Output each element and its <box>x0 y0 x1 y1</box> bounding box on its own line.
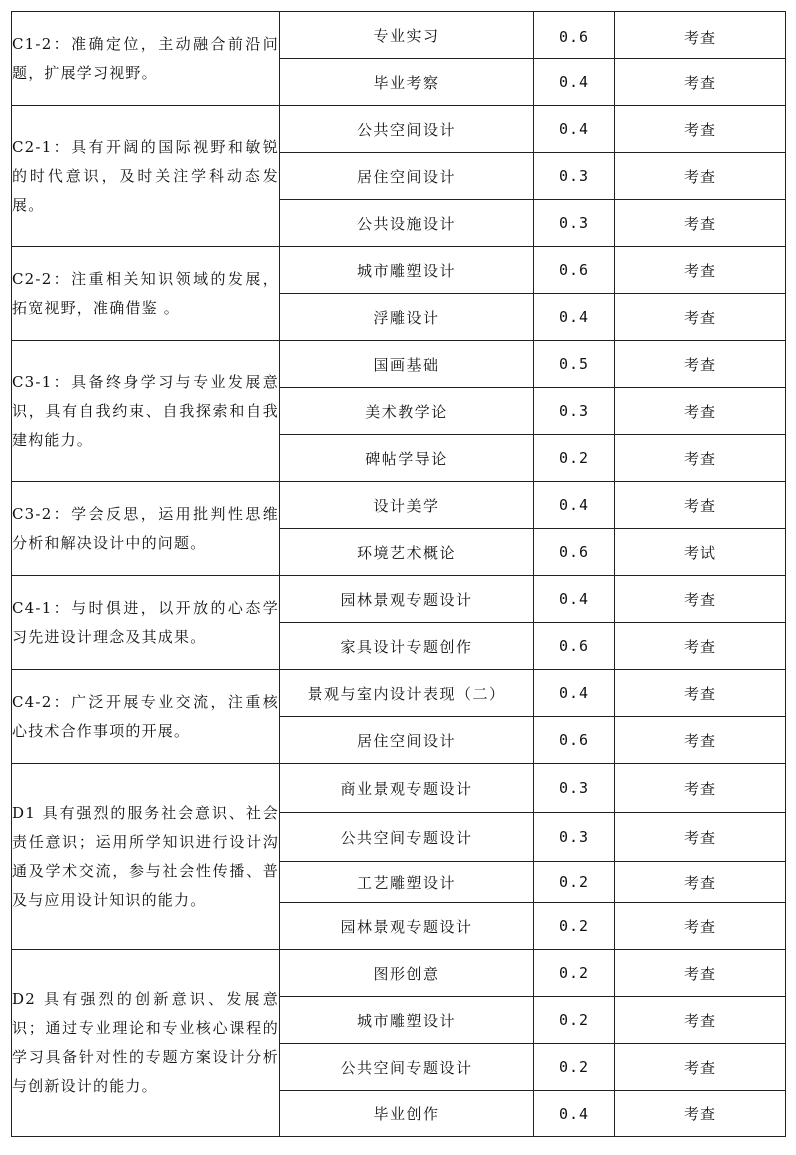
table-row <box>12 247 786 294</box>
weight-cell: 0.3 <box>534 200 615 247</box>
method-cell: 考查 <box>615 903 786 950</box>
weight-cell: 0.4 <box>534 1091 615 1137</box>
course-cell: 城市雕塑设计 <box>280 247 534 294</box>
method-cell: 考查 <box>615 1091 786 1137</box>
course-cell: 园林景观专题设计 <box>280 576 534 623</box>
method-cell: 考查 <box>615 106 786 153</box>
method-cell: 考查 <box>615 200 786 247</box>
weight-cell: 0.4 <box>534 59 615 106</box>
course-cell: 居住空间设计 <box>280 717 534 764</box>
weight-cell: 0.2 <box>534 903 615 950</box>
weight-cell: 0.3 <box>534 153 615 200</box>
weight-cell: 0.6 <box>534 717 615 764</box>
weight-value: 0.6 <box>558 28 590 46</box>
table-row <box>12 764 786 813</box>
goal-cell: D2 具有强烈的创新意识、发展意识；通过专业理论和专业核心课程的学习具备针对性的专题方案设计分析与创新设计的能力。 <box>12 950 280 1137</box>
table-row <box>12 576 786 623</box>
course-cell: 园林景观专题设计 <box>280 903 534 950</box>
method-cell: 考查 <box>615 388 786 435</box>
method-cell: 考查 <box>615 435 786 482</box>
weight-cell: 0.2 <box>534 997 615 1044</box>
course-cell: 图形创意 <box>280 950 534 997</box>
course-cell: 公共空间专题设计 <box>280 813 534 862</box>
weight-cell: 0.6 <box>534 529 615 576</box>
course-cell: 碑帖学导论 <box>280 435 534 482</box>
course-cell: 商业景观专题设计 <box>280 764 534 813</box>
goal-cell: C3-2：学会反思，运用批判性思维分析和解决设计中的问题。 <box>12 482 280 576</box>
weight-cell <box>534 12 615 59</box>
goal-cell: C3-1：具备终身学习与专业发展意识，具有自我约束、自我探索和自我建构能力。 <box>12 341 280 482</box>
course-cell: 公共设施设计 <box>280 200 534 247</box>
course-cell: 景观与室内设计表现（二） <box>280 670 534 717</box>
goal-cell: C4-2：广泛开展专业交流，注重核心技术合作事项的开展。 <box>12 670 280 764</box>
weight-cell: 0.3 <box>534 388 615 435</box>
method-value: 考查 <box>683 28 716 47</box>
weight-cell: 0.3 <box>534 813 615 862</box>
table-row <box>12 106 786 153</box>
course-cell: 环境艺术概论 <box>280 529 534 576</box>
weight-cell: 0.4 <box>534 670 615 717</box>
course-cell: 浮雕设计 <box>280 294 534 341</box>
method-cell: 考查 <box>615 764 786 813</box>
weight-cell: 0.2 <box>534 435 615 482</box>
course-cell: 毕业创作 <box>280 1091 534 1137</box>
method-cell: 考查 <box>615 294 786 341</box>
weight-cell: 0.2 <box>534 950 615 997</box>
table-row <box>12 341 786 388</box>
course-cell: 美术教学论 <box>280 388 534 435</box>
method-cell: 考查 <box>615 717 786 764</box>
weight-cell: 0.4 <box>534 294 615 341</box>
weight-cell: 0.3 <box>534 764 615 813</box>
goal-cell: C4-1：与时俱进，以开放的心态学习先进设计理念及其成果。 <box>12 576 280 670</box>
method-cell: 考查 <box>615 482 786 529</box>
table-row <box>12 12 786 59</box>
course-support-table <box>11 11 786 1137</box>
course-cell: 公共空间专题设计 <box>280 1044 534 1091</box>
weight-cell: 0.6 <box>534 247 615 294</box>
goal-cell: C2-2：注重相关知识领域的发展，拓宽视野，准确借鉴 。 <box>12 247 280 341</box>
weight-cell: 0.4 <box>534 106 615 153</box>
method-cell: 考查 <box>615 862 786 903</box>
method-cell: 考查 <box>615 813 786 862</box>
goal-cell: D1 具有强烈的服务社会意识、社会 责任意识；运用所学知识进行设计沟通及学术交流，参与社会性传播、普及与应用设计知识的能力。 <box>12 764 280 950</box>
table-row <box>12 670 786 717</box>
weight-cell: 0.6 <box>534 623 615 670</box>
weight-cell: 0.4 <box>534 576 615 623</box>
table-row <box>12 950 786 997</box>
goal-cell: C2-1：具有开阔的国际视野和敏锐的时代意识，及时关注学科动态发展。 <box>12 106 280 247</box>
course-cell: 居住空间设计 <box>280 153 534 200</box>
course-cell: 毕业考察 <box>280 59 534 106</box>
course-support-table-body <box>12 12 786 1137</box>
course-cell: 城市雕塑设计 <box>280 997 534 1044</box>
method-cell: 考查 <box>615 1044 786 1091</box>
goal-cell: C1-2：准确定位，主动融合前沿问题，扩展学习视野。 <box>12 12 280 106</box>
method-cell: 考查 <box>615 153 786 200</box>
method-cell: 考查 <box>615 247 786 294</box>
method-cell: 考试 <box>615 529 786 576</box>
method-cell: 考查 <box>615 950 786 997</box>
course-cell: 国画基础 <box>280 341 534 388</box>
method-cell: 考查 <box>615 576 786 623</box>
method-cell: 考查 <box>615 341 786 388</box>
course-cell: 工艺雕塑设计 <box>280 862 534 903</box>
weight-cell: 0.5 <box>534 341 615 388</box>
method-cell <box>615 12 786 59</box>
method-cell: 考查 <box>615 997 786 1044</box>
method-cell: 考查 <box>615 623 786 670</box>
weight-cell: 0.2 <box>534 1044 615 1091</box>
method-cell: 考查 <box>615 670 786 717</box>
weight-cell: 0.2 <box>534 862 615 903</box>
course-cell: 设计美学 <box>280 482 534 529</box>
weight-cell: 0.4 <box>534 482 615 529</box>
course-cell: 公共空间设计 <box>280 106 534 153</box>
table-row <box>12 482 786 529</box>
method-cell: 考查 <box>615 59 786 106</box>
course-cell: 专业实习 <box>280 12 534 59</box>
course-cell: 家具设计专题创作 <box>280 623 534 670</box>
